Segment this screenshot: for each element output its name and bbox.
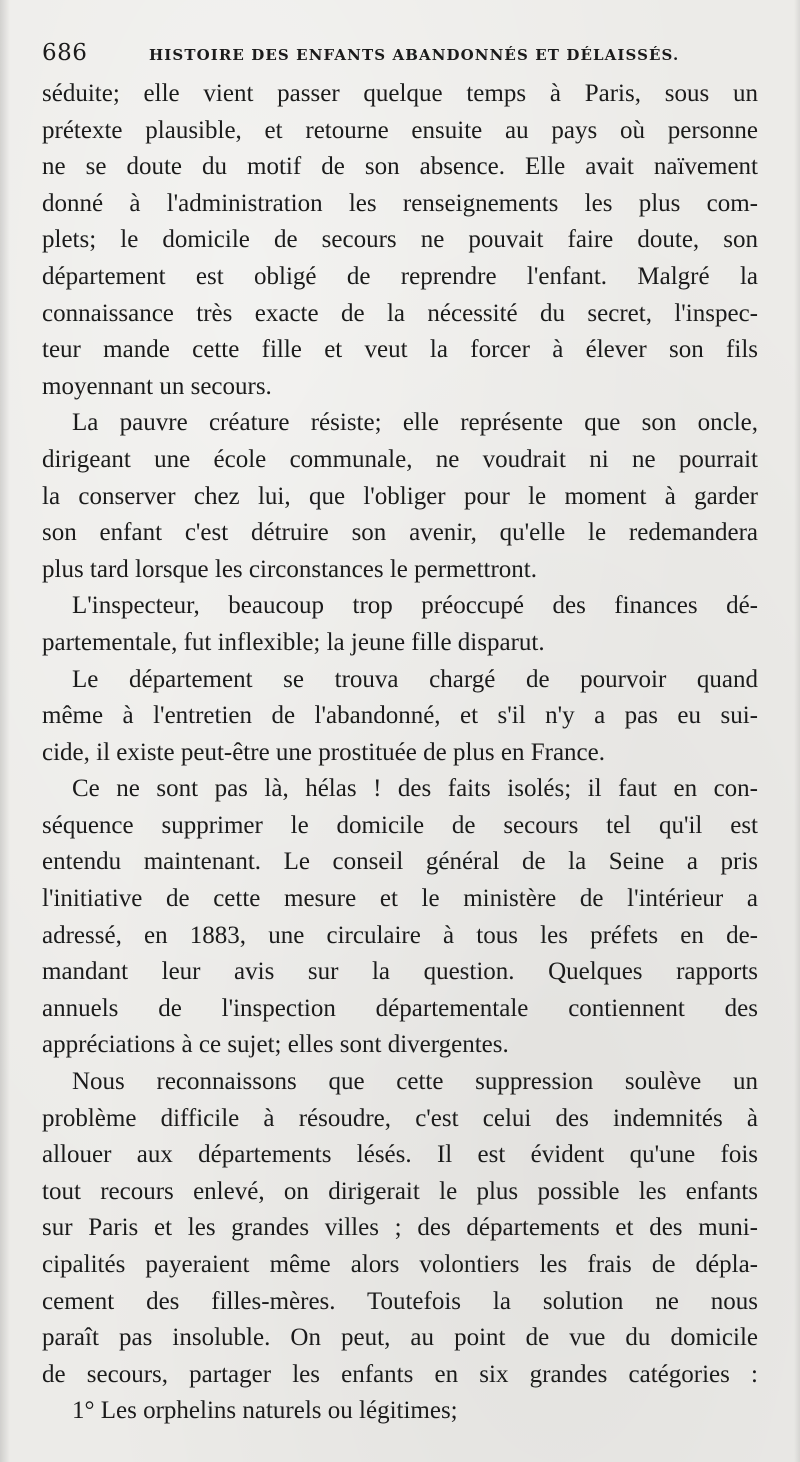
text-line: mandant leur avis sur la question. Quelques rapports [42, 958, 758, 986]
text-line: partementale, fut inflexible; la jeune fille disparut. [42, 628, 545, 656]
page-number: 686 [42, 40, 88, 66]
text-line: plets; le domicile de secours ne pouvait faire doute, son [42, 226, 758, 254]
text-line: séquence supprimer le domicile de secours tel qu'il est [42, 811, 758, 839]
text-line: séduite; elle vient passer quelque temps à Paris, sous un [42, 80, 758, 107]
text-line: de secours, partager les enfants en six grandes catégories : [42, 1360, 758, 1388]
text-line: L'inspecteur, beaucoup trop préoccupé des finances dé- [72, 592, 758, 620]
text-line: cipalités payeraient même alors volontiers les frais de dépla- [42, 1251, 758, 1278]
text-line: annuels de l'inspection départementale contiennent des [42, 994, 758, 1022]
text-line: même à l'entretien de l'abandonné, et s'il n'y a pas eu sui- [42, 702, 758, 730]
text-line: teur mande cette fille et veut la forcer à élever son fils [42, 336, 758, 364]
text-line: la conserver chez lui, que l'obliger pour le moment à garder [42, 482, 758, 510]
text-line: entendu maintenant. Le conseil général de la Seine a pris [42, 848, 758, 876]
text-line: paraît pas insoluble. On peut, au point de vue du domicile [42, 1324, 758, 1352]
text-line: sur Paris et les grandes villes ; des départements et des muni- [42, 1214, 758, 1242]
text-line: donné à l'administration les renseignements les plus com- [42, 189, 758, 217]
text-line: moyennant un secours. [42, 372, 272, 400]
running-head: HISTOIRE DES ENFANTS ABANDONNÉS ET DÉLAISSÉS. [149, 46, 680, 64]
text-line: La pauvre créature résiste; elle représente que son oncle, [72, 409, 758, 437]
text-line: ne se doute du motif de son absence. Elle avait naïvement [42, 153, 758, 181]
text-line: prétexte plausible, et retourne ensuite au pays où personne [42, 116, 758, 144]
text-line: plus tard lorsque les circonstances le permettront. [42, 555, 537, 583]
page-header [42, 40, 758, 72]
text-line: 1° Les orphelins naturels ou légitimes; [72, 1397, 458, 1425]
text-line: adressé, en 1883, une circulaire à tous les préfets en de- [42, 921, 758, 949]
text-line: cide, il existe peut-être une prostituée de plus en France. [42, 738, 605, 766]
text-line: Le département se trouva chargé de pourvoir quand [72, 665, 758, 693]
text-line: l'initiative de cette mesure et le ministère de l'intérieur a [42, 885, 758, 913]
text-line: tout recours enlevé, on dirigerait le plus possible les enfants [42, 1177, 758, 1205]
text-line: son enfant c'est détruire son avenir, qu'elle le redemandera [42, 519, 758, 547]
text-line: département est obligé de reprendre l'enfant. Malgré la [42, 262, 758, 290]
body-text [42, 76, 758, 1430]
text-line: allouer aux départements lésés. Il est évident qu'une fois [42, 1141, 758, 1169]
text-line: appréciations à ce sujet; elles sont divergentes. [42, 1031, 509, 1059]
text-line: cement des filles-mères. Toutefois la solution ne nous [42, 1287, 758, 1315]
text-line: Nous reconnaissons que cette suppression soulève un [72, 1068, 758, 1096]
text-line: Ce ne sont pas là, hélas ! des faits isolés; il faut en con- [72, 775, 758, 803]
text-line: problème difficile à résoudre, c'est celui des indemnités à [42, 1104, 758, 1132]
text-line: connaissance très exacte de la nécessité du secret, l'inspec- [42, 299, 758, 327]
text-line: dirigeant une école communale, ne voudrait ni ne pourrait [42, 445, 758, 473]
